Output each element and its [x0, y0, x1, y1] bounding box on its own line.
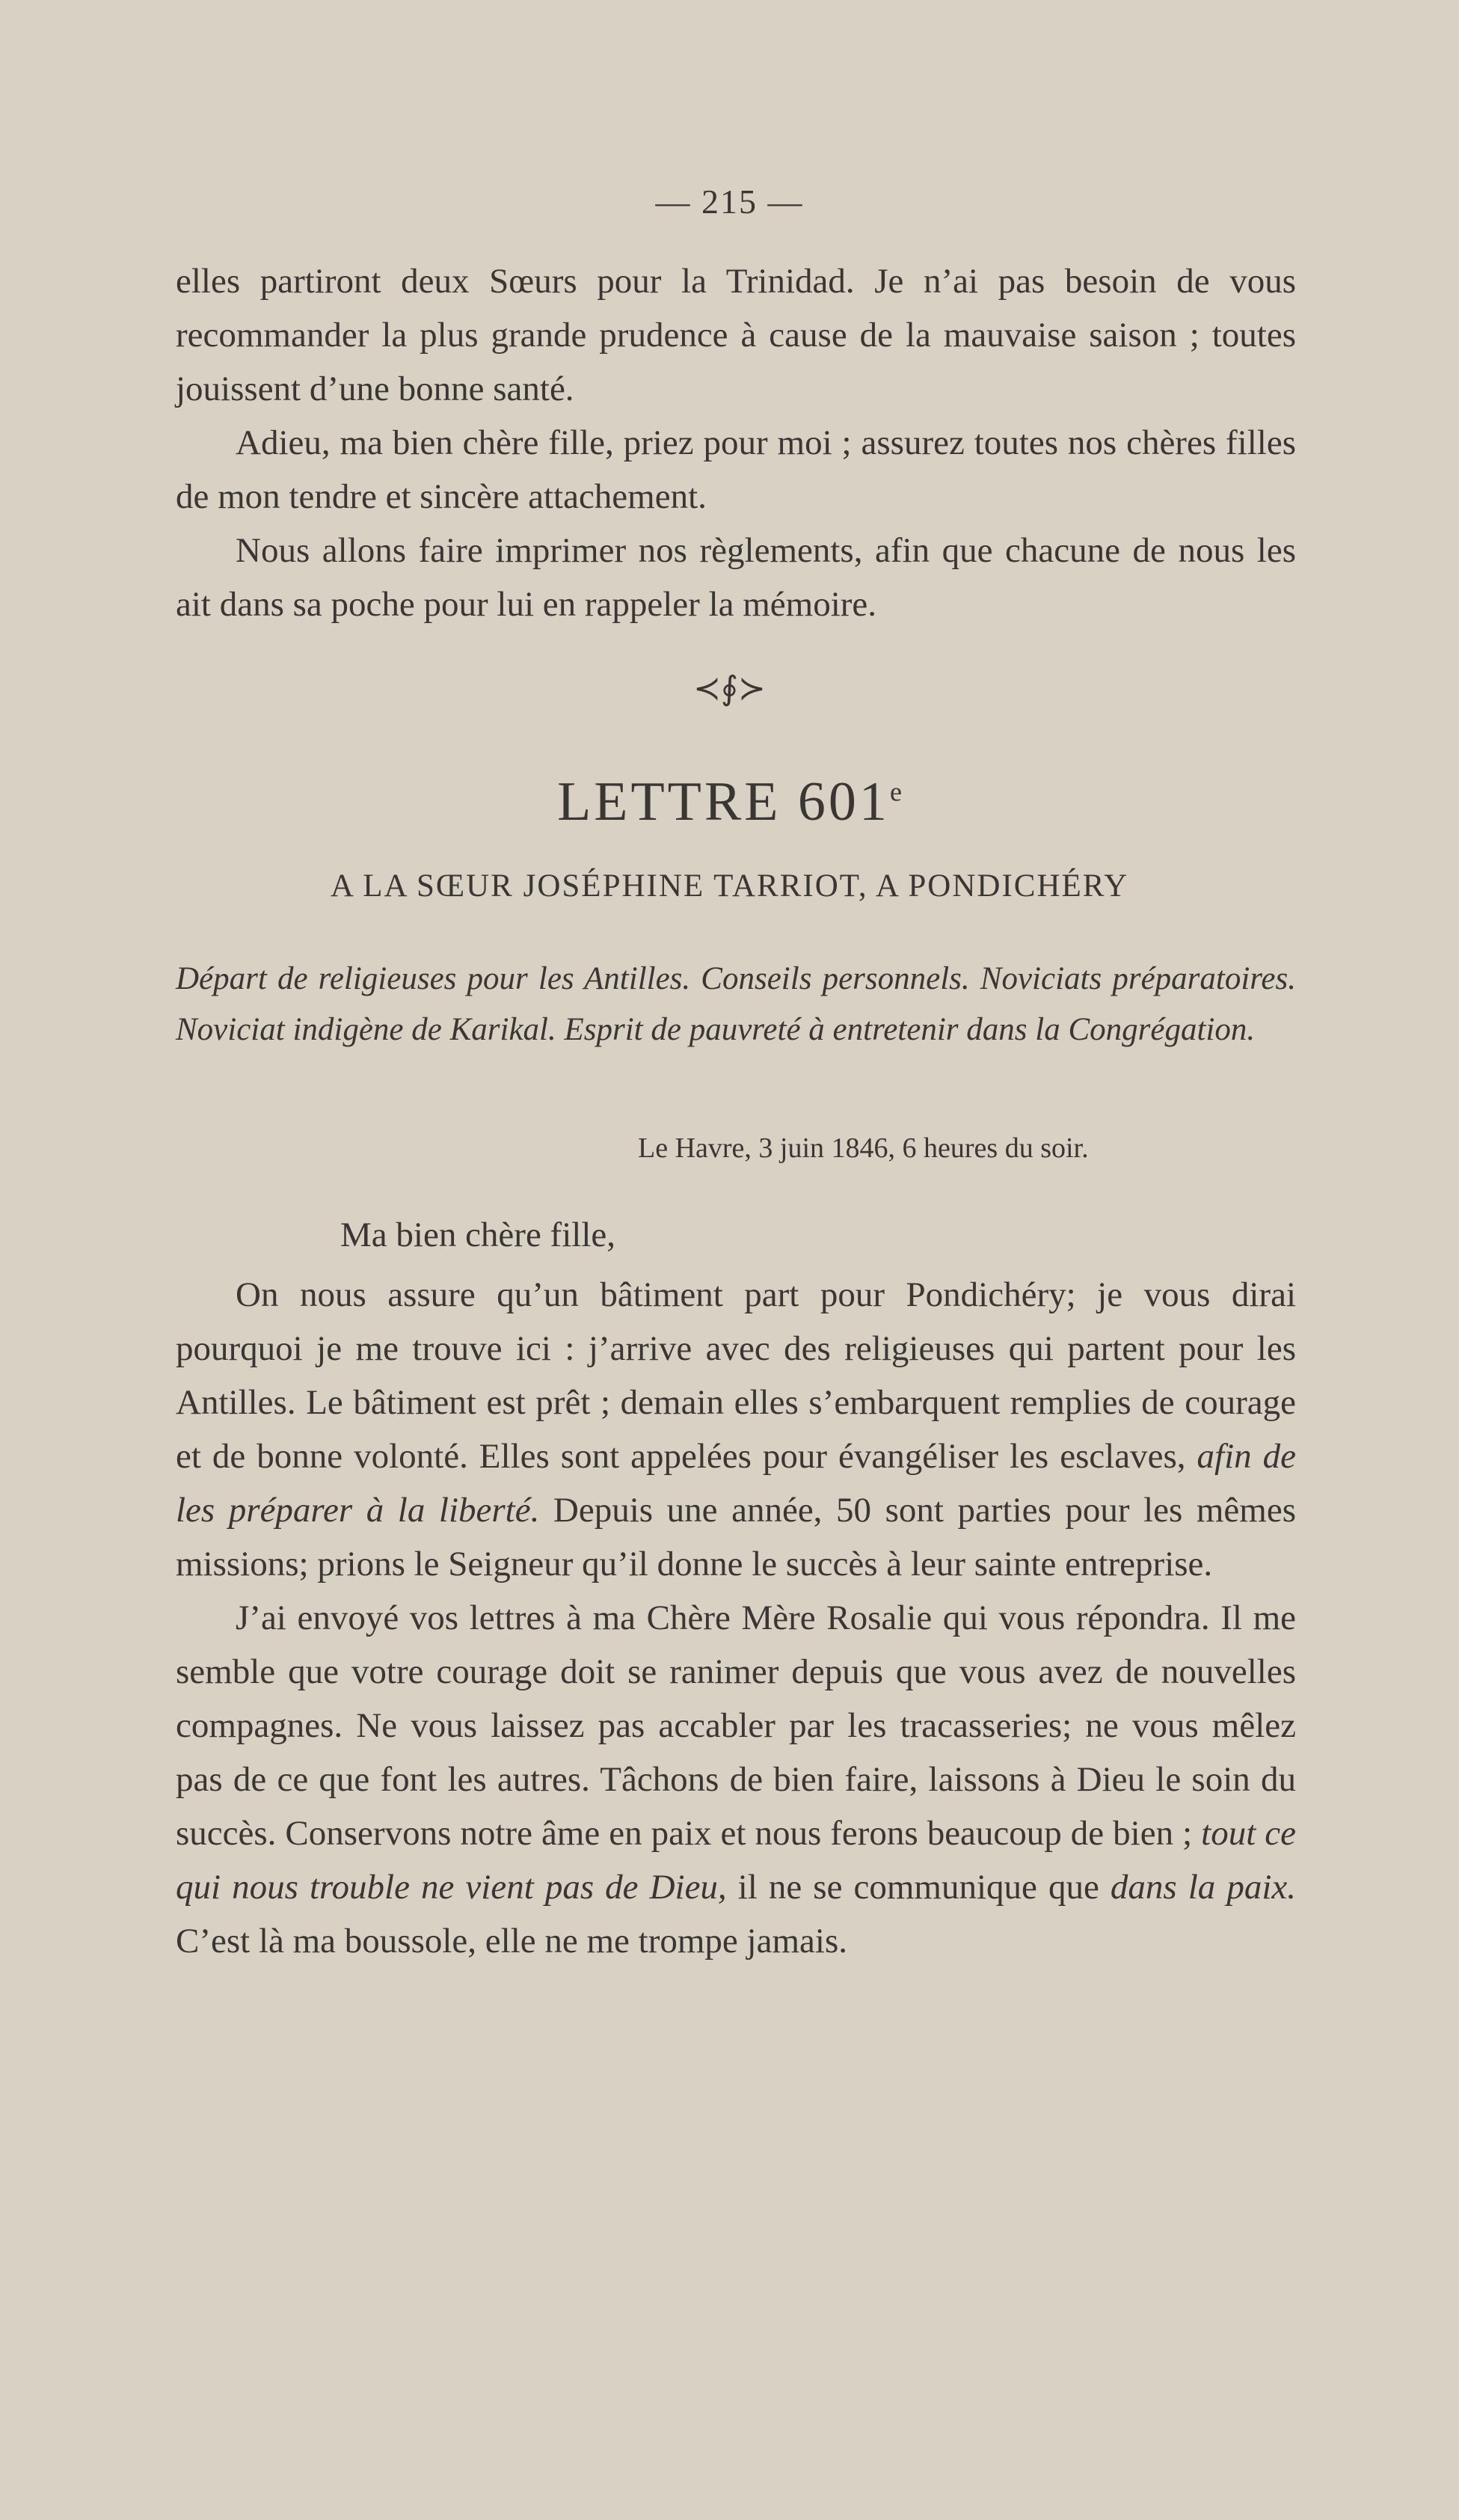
text-run: C’est là ma boussole, elle ne me trompe jamais. [176, 1922, 847, 1960]
previous-letter-ending [176, 254, 1296, 631]
paragraph [176, 1268, 1296, 1591]
italic-text-run: tout ce qui nous trouble ne vient pas de Dieu, [176, 1814, 1296, 1907]
italic-text-run: afin de les préparer à la liberté. [176, 1437, 1296, 1530]
letter-title-text: LETTRE 601 [557, 771, 890, 833]
letter-dateline: Le Havre, 3 juin 1846, 6 heures du soir. [638, 1132, 1089, 1164]
letter-body [176, 1208, 1296, 1968]
paragraph: elles partiront deux Sœurs pour la Trinidad. Je n’ai pas besoin de vous recommander la plus grande prudence à cause de la mauvaise saison ; toutes jouissent d’une bonne santé. [176, 262, 1296, 408]
text-run: il ne se communique que [726, 1868, 1111, 1907]
text-run: Depuis une année, 50 sont parties pour les mêmes missions; prions le Seigneur qu’il donne le succès à leur sainte entreprise. [176, 1491, 1296, 1584]
page-number: — 215 — [655, 183, 804, 221]
salutation: Ma bien chère fille, [340, 1215, 615, 1254]
letter-title-suffix: e [889, 776, 902, 807]
letter-summary: Départ de religieuses pour les Antilles. Conseils personnels. Noviciats préparatoires. Noviciat indigène de Karikal. Esprit de pauvreté à entretenir dans la Congrégation. [176, 961, 1296, 1047]
paragraph: Adieu, ma bien chère fille, priez pour moi ; assurez toutes nos chères filles de mon tendre et sincère attachement. [176, 423, 1296, 516]
text-run: J’ai envoyé vos lettres à ma Chère Mère Rosalie qui vous répondra. Il me semble que votre courage doit se ranimer depuis que vous avez de nouvelles compagnes. Ne vous laissez pas accabler par les tracasseries; ne vous mêlez pas de ce que font les autres. Tâchons de bien faire, laissons à Dieu le soin du succès. Conservons notre âme en paix et nous ferons beaucoup de bien ; [176, 1598, 1296, 1853]
italic-text-run: dans la paix. [1110, 1868, 1296, 1907]
paragraph [176, 1591, 1296, 1968]
text-run: On nous assure qu’un bâtiment part pour Pondichéry; je vous dirai pourquoi je me trouve ici : j’arrive avec des religieuses qui partent pour les Antilles. Le bâtiment est prêt ; demain elles s’embarquent remplies de courage et de bonne volonté. Elles sont appelées pour évangéliser les esclaves, [176, 1275, 1296, 1476]
letter-recipient: A LA SŒUR JOSÉPHINE TARRIOT, A PONDICHÉRY [330, 868, 1129, 904]
letter-title [0, 770, 1459, 834]
paragraph: Nous allons faire imprimer nos règlements, afin que chacune de nous les ait dans sa poche pour lui en rappeler la mémoire. [176, 531, 1296, 624]
fleuron-ornament-icon: ≺∮≻ [693, 670, 766, 707]
